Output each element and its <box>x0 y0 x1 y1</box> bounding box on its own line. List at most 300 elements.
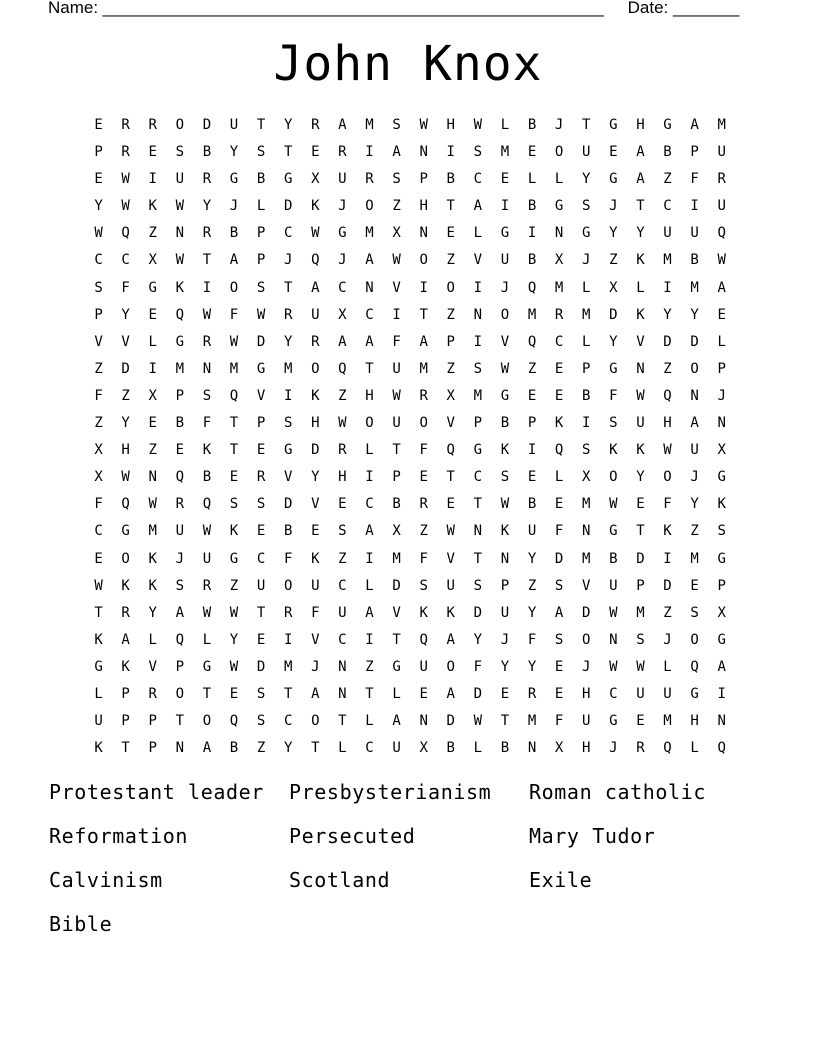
grid-cell[interactable]: T <box>338 713 347 730</box>
grid-cell[interactable]: U <box>311 577 320 594</box>
grid-cell[interactable]: Q <box>175 631 185 648</box>
grid-cell[interactable]: M <box>582 306 591 323</box>
grid-cell[interactable]: S <box>175 577 185 594</box>
grid-cell[interactable]: T <box>473 496 483 513</box>
grid-cell[interactable]: C <box>609 685 618 702</box>
grid-cell[interactable]: I <box>663 550 672 567</box>
grid-cell[interactable]: G <box>582 225 591 242</box>
grid-cell[interactable]: U <box>636 415 645 432</box>
grid-cell[interactable]: O <box>365 198 374 215</box>
grid-cell[interactable]: K <box>554 415 564 432</box>
grid-cell[interactable]: P <box>94 144 103 161</box>
grid-cell[interactable]: P <box>256 415 266 432</box>
grid-cell[interactable]: Q <box>229 387 239 404</box>
grid-cell[interactable]: M <box>473 387 483 404</box>
grid-cell[interactable]: S <box>256 144 266 161</box>
grid-cell[interactable]: Y <box>500 658 510 675</box>
grid-cell[interactable]: A <box>338 117 347 133</box>
grid-cell[interactable]: S <box>392 117 401 133</box>
grid-cell[interactable]: K <box>663 523 672 540</box>
grid-cell[interactable]: X <box>94 442 103 459</box>
grid-cell[interactable]: C <box>94 252 103 269</box>
grid-cell[interactable]: N <box>419 713 428 730</box>
grid-cell[interactable]: M <box>717 117 726 133</box>
grid-cell[interactable]: K <box>202 442 212 459</box>
grid-cell[interactable]: T <box>283 685 293 702</box>
grid-cell[interactable]: P <box>717 360 726 377</box>
grid-cell[interactable]: W <box>175 198 185 215</box>
grid-cell[interactable]: X <box>148 252 157 269</box>
grid-cell[interactable]: W <box>121 198 130 215</box>
name-field[interactable]: Name: _____________________________________________________ <box>48 0 604 17</box>
grid-cell[interactable]: P <box>527 415 537 432</box>
grid-cell[interactable]: Y <box>202 198 212 215</box>
grid-cell[interactable]: M <box>365 225 374 242</box>
grid-cell[interactable]: R <box>175 496 185 513</box>
grid-cell[interactable]: E <box>311 144 320 161</box>
grid-cell[interactable]: R <box>121 117 130 133</box>
grid-cell[interactable]: X <box>446 387 455 404</box>
grid-cell[interactable]: W <box>202 523 212 540</box>
grid-cell[interactable]: C <box>283 225 293 242</box>
grid-cell[interactable]: O <box>663 469 672 486</box>
grid-cell[interactable]: N <box>690 387 699 404</box>
grid-cell[interactable]: N <box>338 658 347 675</box>
grid-cell[interactable]: C <box>338 631 347 648</box>
grid-cell[interactable]: Z <box>527 577 537 594</box>
grid-cell[interactable]: W <box>94 225 103 242</box>
grid-cell[interactable]: L <box>256 198 266 215</box>
grid-cell[interactable]: A <box>365 333 374 350</box>
grid-cell[interactable]: C <box>338 279 347 296</box>
grid-cell[interactable]: Y <box>283 333 293 350</box>
grid-cell[interactable]: K <box>500 523 510 540</box>
grid-cell[interactable]: Z <box>229 577 239 594</box>
grid-cell[interactable]: A <box>636 171 645 188</box>
grid-cell[interactable]: O <box>121 550 130 567</box>
grid-cell[interactable]: B <box>202 469 212 486</box>
grid-cell[interactable]: O <box>311 360 320 377</box>
grid-cell[interactable]: Y <box>283 117 293 133</box>
grid-cell[interactable]: F <box>202 415 212 432</box>
grid-cell[interactable]: I <box>717 685 726 702</box>
grid-cell[interactable]: B <box>392 496 401 513</box>
grid-cell[interactable]: F <box>311 604 320 621</box>
grid-cell[interactable]: S <box>717 523 726 540</box>
grid-cell[interactable]: D <box>283 198 293 215</box>
grid-cell[interactable]: U <box>392 740 401 757</box>
grid-cell[interactable]: F <box>473 658 483 675</box>
grid-cell[interactable]: H <box>365 387 374 404</box>
grid-cell[interactable]: Y <box>473 631 483 648</box>
grid-cell[interactable]: E <box>175 442 185 459</box>
grid-cell[interactable]: E <box>311 523 320 540</box>
grid-cell[interactable]: M <box>582 550 591 567</box>
grid-cell[interactable]: P <box>148 740 157 757</box>
grid-cell[interactable]: J <box>609 198 618 215</box>
grid-cell[interactable]: N <box>500 550 510 567</box>
grid-cell[interactable]: E <box>419 469 428 486</box>
grid-cell[interactable]: R <box>202 577 212 594</box>
grid-cell[interactable]: O <box>419 415 428 432</box>
grid-cell[interactable]: V <box>582 577 591 594</box>
grid-cell[interactable]: M <box>283 658 293 675</box>
grid-cell[interactable]: U <box>338 171 347 188</box>
grid-cell[interactable]: T <box>229 442 239 459</box>
grid-cell[interactable]: T <box>256 604 266 621</box>
grid-cell[interactable]: S <box>582 198 591 215</box>
grid-cell[interactable]: S <box>609 415 618 432</box>
grid-cell[interactable]: M <box>554 279 564 296</box>
grid-cell[interactable]: Z <box>663 360 672 377</box>
grid-cell[interactable]: K <box>419 604 428 621</box>
grid-cell[interactable]: K <box>148 198 157 215</box>
grid-cell[interactable]: T <box>121 740 130 757</box>
grid-cell[interactable]: J <box>663 631 672 648</box>
grid-cell[interactable]: A <box>202 740 212 757</box>
grid-cell[interactable]: G <box>609 117 618 133</box>
grid-cell[interactable]: C <box>338 577 347 594</box>
grid-cell[interactable]: Q <box>527 333 537 350</box>
grid-cell[interactable]: E <box>636 496 645 513</box>
grid-cell[interactable]: K <box>609 442 618 459</box>
grid-cell[interactable]: Y <box>121 415 130 432</box>
grid-cell[interactable]: X <box>419 740 428 757</box>
grid-cell[interactable]: T <box>582 117 591 133</box>
grid-cell[interactable]: Z <box>94 360 103 377</box>
grid-cell[interactable]: G <box>283 442 293 459</box>
grid-cell[interactable]: W <box>202 604 212 621</box>
grid-cell[interactable]: Q <box>229 713 239 730</box>
grid-cell[interactable]: W <box>636 658 645 675</box>
grid-cell[interactable]: U <box>419 658 428 675</box>
grid-cell[interactable]: I <box>392 306 401 323</box>
grid-cell[interactable]: X <box>717 604 726 621</box>
grid-cell[interactable]: M <box>392 550 401 567</box>
grid-cell[interactable]: I <box>283 631 293 648</box>
grid-cell[interactable]: G <box>229 171 239 188</box>
grid-cell[interactable]: B <box>609 550 618 567</box>
grid-cell[interactable]: U <box>636 685 645 702</box>
grid-cell[interactable]: R <box>365 171 374 188</box>
grid-cell[interactable]: V <box>148 658 157 675</box>
grid-cell[interactable]: G <box>690 685 699 702</box>
grid-cell[interactable]: G <box>175 333 185 350</box>
grid-cell[interactable]: E <box>500 685 510 702</box>
grid-cell[interactable]: W <box>609 604 618 621</box>
grid-cell[interactable]: A <box>717 279 726 296</box>
grid-cell[interactable]: T <box>256 117 266 133</box>
grid-cell[interactable]: F <box>527 631 537 648</box>
grid-cell[interactable]: M <box>175 360 185 377</box>
grid-cell[interactable]: T <box>419 306 428 323</box>
grid-cell[interactable]: L <box>365 442 374 459</box>
grid-cell[interactable]: C <box>365 306 374 323</box>
grid-cell[interactable]: N <box>554 225 564 242</box>
grid-cell[interactable]: Q <box>663 387 672 404</box>
grid-cell[interactable]: C <box>473 469 483 486</box>
grid-cell[interactable]: K <box>311 387 320 404</box>
grid-cell[interactable]: D <box>473 685 483 702</box>
grid-cell[interactable]: V <box>94 333 103 350</box>
grid-cell[interactable]: Y <box>690 306 699 323</box>
grid-cell[interactable]: Z <box>446 306 455 323</box>
grid-cell[interactable]: Q <box>175 306 185 323</box>
grid-cell[interactable]: I <box>148 360 157 377</box>
grid-cell[interactable]: I <box>365 631 374 648</box>
grid-cell[interactable]: Q <box>690 658 699 675</box>
grid-cell[interactable]: G <box>121 523 130 540</box>
grid-cell[interactable]: T <box>392 442 401 459</box>
grid-cell[interactable]: N <box>175 740 185 757</box>
grid-cell[interactable]: A <box>690 117 699 133</box>
grid-cell[interactable]: D <box>202 117 212 133</box>
grid-cell[interactable]: I <box>202 279 212 296</box>
grid-cell[interactable]: L <box>636 279 645 296</box>
grid-cell[interactable]: L <box>663 658 672 675</box>
grid-cell[interactable]: M <box>663 713 672 730</box>
grid-cell[interactable]: J <box>717 387 726 404</box>
grid-cell[interactable]: X <box>554 252 564 269</box>
grid-cell[interactable]: H <box>663 415 672 432</box>
grid-cell[interactable]: W <box>636 387 645 404</box>
grid-cell[interactable]: V <box>500 333 510 350</box>
grid-cell[interactable]: R <box>527 685 537 702</box>
grid-cell[interactable]: E <box>446 496 455 513</box>
grid-cell[interactable]: F <box>419 550 428 567</box>
grid-cell[interactable]: S <box>473 360 483 377</box>
grid-cell[interactable]: J <box>283 252 293 269</box>
grid-cell[interactable]: W <box>121 171 130 188</box>
grid-cell[interactable]: I <box>473 333 483 350</box>
grid-cell[interactable]: L <box>717 333 726 350</box>
grid-cell[interactable]: Z <box>148 225 157 242</box>
grid-cell[interactable]: W <box>473 117 483 133</box>
grid-cell[interactable]: J <box>500 279 510 296</box>
grid-cell[interactable]: K <box>446 604 455 621</box>
grid-cell[interactable]: K <box>121 658 130 675</box>
grid-cell[interactable]: G <box>473 442 483 459</box>
grid-cell[interactable]: K <box>636 252 645 269</box>
grid-cell[interactable]: P <box>582 360 591 377</box>
grid-cell[interactable]: Z <box>446 360 455 377</box>
grid-cell[interactable]: L <box>554 171 564 188</box>
grid-cell[interactable]: V <box>392 604 401 621</box>
grid-cell[interactable]: W <box>202 306 212 323</box>
grid-cell[interactable]: F <box>663 496 672 513</box>
grid-cell[interactable]: D <box>582 604 591 621</box>
grid-cell[interactable]: H <box>446 117 455 133</box>
grid-cell[interactable]: Z <box>663 604 672 621</box>
grid-cell[interactable]: A <box>717 658 726 675</box>
grid-cell[interactable]: J <box>554 117 564 133</box>
grid-cell[interactable]: X <box>311 171 320 188</box>
grid-cell[interactable]: S <box>175 144 185 161</box>
grid-cell[interactable]: B <box>175 415 185 432</box>
grid-cell[interactable]: D <box>663 333 672 350</box>
grid-cell[interactable]: P <box>256 252 266 269</box>
grid-cell[interactable]: O <box>202 713 212 730</box>
grid-cell[interactable]: E <box>554 685 564 702</box>
grid-cell[interactable]: R <box>283 306 293 323</box>
grid-cell[interactable]: P <box>256 225 266 242</box>
grid-cell[interactable]: N <box>419 225 428 242</box>
grid-cell[interactable]: Y <box>121 306 130 323</box>
grid-cell[interactable]: W <box>229 333 239 350</box>
grid-cell[interactable]: M <box>690 550 699 567</box>
grid-cell[interactable]: X <box>94 469 103 486</box>
grid-cell[interactable]: D <box>636 550 645 567</box>
grid-cell[interactable]: J <box>338 252 347 269</box>
grid-cell[interactable]: L <box>527 171 537 188</box>
grid-cell[interactable]: R <box>283 604 293 621</box>
grid-cell[interactable]: M <box>636 604 645 621</box>
grid-cell[interactable]: R <box>148 117 157 133</box>
grid-cell[interactable]: I <box>365 144 374 161</box>
grid-cell[interactable]: W <box>473 713 483 730</box>
grid-cell[interactable]: U <box>338 604 347 621</box>
grid-cell[interactable]: M <box>419 360 428 377</box>
grid-cell[interactable]: A <box>473 198 483 215</box>
grid-cell[interactable]: V <box>446 415 455 432</box>
grid-cell[interactable]: M <box>527 713 537 730</box>
grid-cell[interactable]: U <box>609 577 618 594</box>
grid-cell[interactable]: F <box>392 333 401 350</box>
grid-cell[interactable]: W <box>229 604 239 621</box>
grid-cell[interactable]: E <box>554 387 564 404</box>
grid-cell[interactable]: U <box>392 415 401 432</box>
grid-cell[interactable]: Z <box>148 442 157 459</box>
grid-cell[interactable]: W <box>609 658 618 675</box>
grid-cell[interactable]: Q <box>527 279 537 296</box>
grid-cell[interactable]: G <box>609 171 618 188</box>
grid-cell[interactable]: C <box>554 333 564 350</box>
grid-cell[interactable]: Y <box>311 469 320 486</box>
grid-cell[interactable]: V <box>636 333 645 350</box>
grid-cell[interactable]: W <box>256 306 266 323</box>
grid-cell[interactable]: B <box>527 496 537 513</box>
grid-cell[interactable]: A <box>392 144 401 161</box>
grid-cell[interactable]: L <box>473 225 483 242</box>
grid-cell[interactable]: K <box>311 550 320 567</box>
grid-cell[interactable]: Y <box>636 469 645 486</box>
grid-cell[interactable]: X <box>582 469 591 486</box>
grid-cell[interactable]: X <box>392 225 401 242</box>
grid-cell[interactable]: C <box>283 713 293 730</box>
grid-cell[interactable]: D <box>256 333 266 350</box>
grid-cell[interactable]: E <box>690 577 699 594</box>
grid-cell[interactable]: I <box>419 279 428 296</box>
grid-cell[interactable]: A <box>311 685 320 702</box>
grid-cell[interactable]: A <box>229 252 239 269</box>
grid-cell[interactable]: S <box>94 279 103 296</box>
grid-cell[interactable]: H <box>311 415 320 432</box>
grid-cell[interactable]: F <box>554 713 564 730</box>
grid-cell[interactable]: X <box>338 306 347 323</box>
grid-cell[interactable]: S <box>283 415 293 432</box>
grid-cell[interactable]: Y <box>527 550 537 567</box>
grid-cell[interactable]: E <box>636 713 645 730</box>
grid-cell[interactable]: O <box>554 144 564 161</box>
grid-cell[interactable]: S <box>202 387 212 404</box>
grid-cell[interactable]: E <box>148 306 157 323</box>
grid-cell[interactable]: P <box>121 685 130 702</box>
grid-cell[interactable]: O <box>175 117 185 133</box>
grid-cell[interactable]: W <box>311 225 320 242</box>
grid-cell[interactable]: U <box>94 713 103 730</box>
grid-cell[interactable]: G <box>94 658 103 675</box>
grid-cell[interactable]: D <box>283 496 293 513</box>
grid-cell[interactable]: U <box>256 577 266 594</box>
grid-cell[interactable]: H <box>582 685 591 702</box>
grid-cell[interactable]: S <box>500 469 510 486</box>
grid-cell[interactable]: G <box>609 523 618 540</box>
date-field[interactable]: Date: _______ <box>627 0 740 17</box>
grid-cell[interactable]: E <box>256 631 266 648</box>
grid-cell[interactable]: E <box>256 442 266 459</box>
grid-cell[interactable]: B <box>527 252 537 269</box>
grid-cell[interactable]: I <box>500 198 510 215</box>
grid-cell[interactable]: A <box>446 631 455 648</box>
grid-cell[interactable]: X <box>717 442 726 459</box>
grid-cell[interactable]: I <box>527 225 537 242</box>
grid-cell[interactable]: S <box>473 577 483 594</box>
grid-cell[interactable]: P <box>148 713 157 730</box>
grid-cell[interactable]: Q <box>717 740 726 757</box>
grid-cell[interactable]: Q <box>446 442 455 459</box>
grid-cell[interactable]: W <box>392 252 401 269</box>
grid-cell[interactable]: U <box>527 523 537 540</box>
grid-cell[interactable]: A <box>365 604 374 621</box>
grid-cell[interactable]: Q <box>338 360 347 377</box>
grid-cell[interactable]: L <box>94 685 103 702</box>
grid-cell[interactable]: J <box>338 198 347 215</box>
grid-cell[interactable]: N <box>609 631 618 648</box>
grid-cell[interactable]: G <box>663 117 672 133</box>
grid-cell[interactable]: F <box>419 442 428 459</box>
grid-cell[interactable]: Y <box>527 658 537 675</box>
grid-cell[interactable]: M <box>690 279 699 296</box>
grid-cell[interactable]: D <box>311 442 320 459</box>
grid-cell[interactable]: B <box>582 387 591 404</box>
grid-cell[interactable]: W <box>609 496 618 513</box>
grid-cell[interactable]: T <box>283 279 293 296</box>
grid-cell[interactable]: F <box>121 279 130 296</box>
grid-cell[interactable]: B <box>202 144 212 161</box>
grid-cell[interactable]: A <box>636 144 645 161</box>
grid-cell[interactable]: O <box>283 577 293 594</box>
grid-cell[interactable]: H <box>419 198 428 215</box>
grid-cell[interactable]: J <box>582 252 591 269</box>
grid-cell[interactable]: U <box>663 225 672 242</box>
grid-cell[interactable]: L <box>365 577 374 594</box>
grid-cell[interactable]: E <box>554 658 564 675</box>
grid-cell[interactable]: N <box>527 740 537 757</box>
grid-cell[interactable]: N <box>473 523 483 540</box>
grid-cell[interactable]: R <box>338 442 347 459</box>
grid-cell[interactable]: H <box>690 713 699 730</box>
grid-cell[interactable]: B <box>446 740 455 757</box>
grid-cell[interactable]: F <box>554 523 564 540</box>
grid-cell[interactable]: G <box>554 198 564 215</box>
grid-cell[interactable]: G <box>500 387 510 404</box>
grid-cell[interactable]: B <box>527 117 537 133</box>
grid-cell[interactable]: L <box>202 631 212 648</box>
grid-cell[interactable]: K <box>94 740 103 757</box>
grid-cell[interactable]: Q <box>717 225 726 242</box>
grid-cell[interactable]: H <box>582 740 591 757</box>
grid-cell[interactable]: R <box>419 496 428 513</box>
